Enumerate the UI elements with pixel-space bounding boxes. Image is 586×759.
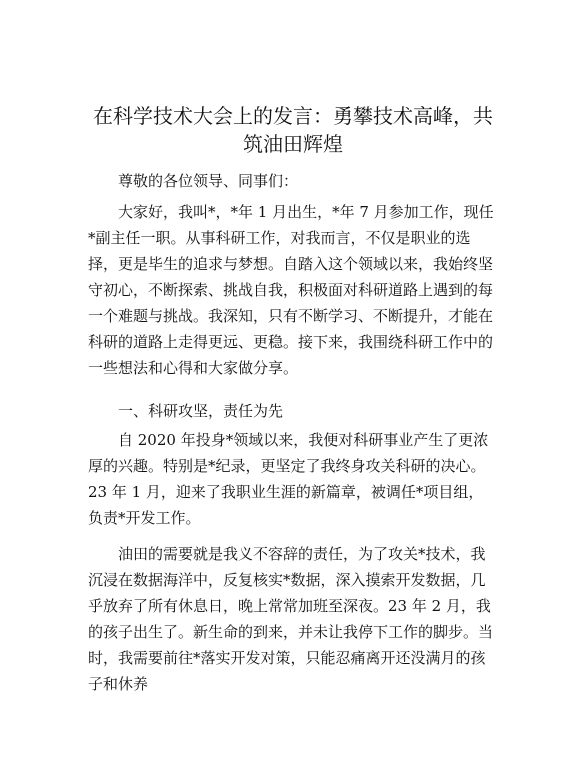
section-heading-1: 一、科研攻坚，责任为先: [118, 402, 284, 420]
salutation: 尊敬的各位领导、同事们：: [118, 172, 299, 190]
paragraph-research-start: 自 2020 年投身*领域以来，我便对科研事业产生了更浓厚的兴趣。特别是*纪录，更坚定了我终身攻关科研的决心。23 年 1 月，迎来了我职业生涯的新篇章，被调任*项目组，负责*开发工作。: [88, 431, 489, 527]
document-title: 在科学技术大会上的发言：勇攀技术高峰，共筑油田辉煌: [93, 104, 493, 156]
paragraph-introduction: 大家好，我叫*，*年 1 月出生，*年 7 月参加工作，现任*副主任一职。从事科研工作，对我而言，不仅是职业的选择，更是毕生的追求与梦想。自踏入这个领域以来，我始终坚守初心，不断探索、挑战自我，积极面对科研道路上遇到的每一个难题与挑战。我深知，只有不断学习、不断提升，才能在科研的道路上走得更远、更稳。接下来，我围绕科研工作中的一些想法和心得和大家做分享。: [88, 203, 494, 377]
paragraph-responsibility: 油田的需要就是我义不容辞的责任，为了攻关*技术，我沉浸在数据海洋中，反复核实*数据，深入摸索开发数据，几乎放弃了所有休息日，晚上常常加班至深夜。23 年 2 月，我的孩子出生了。新生命的到来，并未让我停下工作的脚步。当时，我需要前往*落实开发对策，只能忍痛离开还没满月的孩子和休养: [88, 545, 494, 693]
